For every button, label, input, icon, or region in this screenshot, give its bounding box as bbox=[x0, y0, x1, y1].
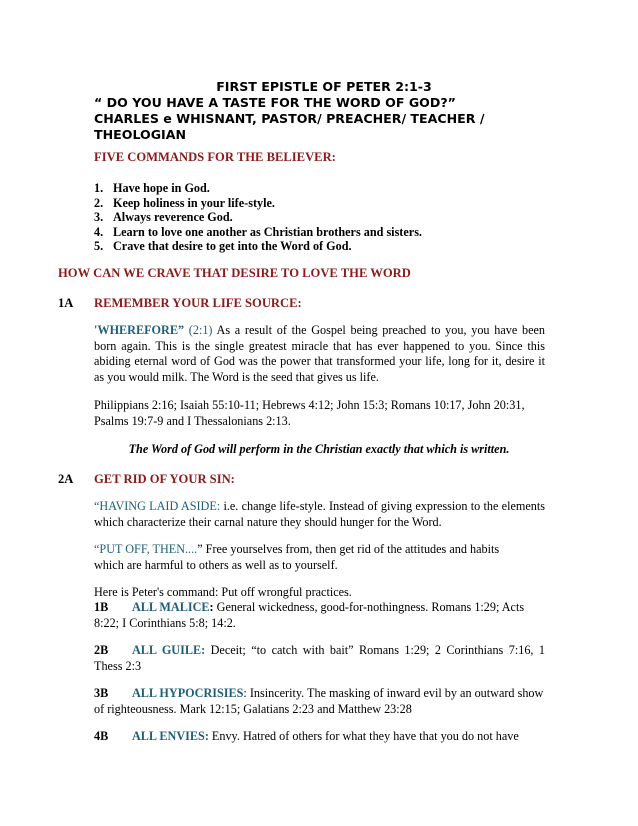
wherefore-lead: 'WHEREFORE” bbox=[94, 323, 185, 337]
sub-text: General wickedness, good-for-nothingness. Romans 1:29; Acts 8:22; I Corinthians 5:8; 14:2. bbox=[94, 600, 525, 630]
sub-point-2b bbox=[94, 643, 545, 674]
list-item: 4. Learn to love one another as Christian brothers and sisters. bbox=[94, 224, 422, 239]
put-off-paragraph bbox=[94, 542, 545, 573]
five-commands-heading: FIVE COMMANDS FOR THE BELIEVER: bbox=[94, 150, 336, 164]
section-2-heading bbox=[58, 472, 235, 487]
sub-code: 2B bbox=[94, 643, 109, 657]
sub-label: ALL MALICE bbox=[132, 600, 210, 614]
sub-text: Envy. Hatred of others for what they have that you do not have bbox=[208, 729, 519, 743]
sub-label: ALL GUILE: bbox=[132, 643, 206, 657]
header-author bbox=[94, 111, 564, 143]
crave-heading: HOW CAN WE CRAVE THAT DESIRE TO LOVE THE WORD bbox=[58, 266, 411, 280]
peters-command: Here is Peter's command: Put off wrongful practices. bbox=[94, 585, 352, 599]
section-code: 2A bbox=[58, 472, 74, 486]
section-title: GET RID OF YOUR SIN: bbox=[94, 472, 235, 486]
sub-code: 3B bbox=[94, 686, 109, 700]
put-off-body: ” Free yourselves from, then get rid of the attitudes and habits bbox=[197, 542, 500, 556]
header-title: FIRST EPISTLE OF PETER 2:1-3 bbox=[216, 79, 432, 94]
section-code: 1A bbox=[58, 296, 74, 310]
put-off-lead: “PUT OFF, THEN.... bbox=[94, 542, 198, 556]
header-author-line2: THEOLOGIAN bbox=[94, 127, 187, 142]
header-author-line1: CHARLES e WHISNANT, PASTOR/ PREACHER/ TEACHER / bbox=[94, 111, 485, 126]
sub-text: : Insincerity. The masking of inward evil by an outward show of righteousness. Mark 12:15; Galatians 2:23 and Matthew 23:28 bbox=[94, 686, 544, 716]
sub-label: ALL ENVIES: bbox=[132, 729, 209, 743]
sub-code: 1B bbox=[94, 600, 109, 614]
sub-point-4b bbox=[94, 729, 545, 745]
list-item: 2. Keep holiness in your life-style. bbox=[94, 195, 275, 210]
laid-aside-body: i.e. change life-style. Instead of giving expression to the elements which characterize their carnal nature they should hunger for the Word. bbox=[94, 499, 545, 529]
list-item: 1. Have hope in God. bbox=[94, 181, 210, 195]
header-subtitle: “ DO YOU HAVE A TASTE FOR THE WORD OF GOD?” bbox=[94, 95, 456, 110]
sub-label: ALL HYPOCRISIES bbox=[132, 686, 244, 700]
wherefore-paragraph bbox=[94, 323, 545, 385]
put-off-body-2: which are harmful to others as well as to yourself. bbox=[94, 557, 338, 572]
list-item: 3. Always reverence God. bbox=[94, 210, 233, 224]
section-title: REMEMBER YOUR LIFE SOURCE: bbox=[94, 296, 302, 310]
scripture-references: Philippians 2:16; Isaiah 55:10-11; Hebrews 4:12; John 15:3; Romans 10:17, John 20:31, Psalms 19:7-9 and I Thessalonians 2:13. bbox=[94, 398, 525, 428]
sub-text: Deceit; “to catch with bait” Romans 1:29; 2 Corinthians 7:16, 1 Thess 2:3 bbox=[94, 643, 545, 673]
laid-aside-paragraph bbox=[94, 499, 545, 530]
sub-code: 4B bbox=[94, 729, 109, 743]
laid-aside-lead: “HAVING LAID ASIDE: bbox=[94, 499, 221, 513]
wherefore-ref: (2:1) bbox=[184, 323, 217, 337]
wherefore-body: As a result of the Gospel being preached to you, you have been born again. This is the single greatest miracle that has ever happened to you. Since this abiding eternal word of God was the power that transformed your life, long for it, desire it as you would milk. The Word is the seed that gives us life. bbox=[94, 323, 545, 384]
five-commands-list bbox=[94, 181, 564, 254]
sub-point-3b bbox=[94, 686, 545, 717]
list-item: 5. Crave that desire to get into the Word of God. bbox=[94, 239, 352, 253]
key-quote: The Word of God will perform in the Christian exactly that which is written. bbox=[128, 442, 510, 456]
section-1-heading bbox=[58, 296, 302, 311]
sub-point-1b: 1B ALL MALICE: General wickedness, good-for-nothingness. Romans 1:29; Acts 8:22; I Corinthians 5:8; 14:2. bbox=[94, 600, 525, 630]
